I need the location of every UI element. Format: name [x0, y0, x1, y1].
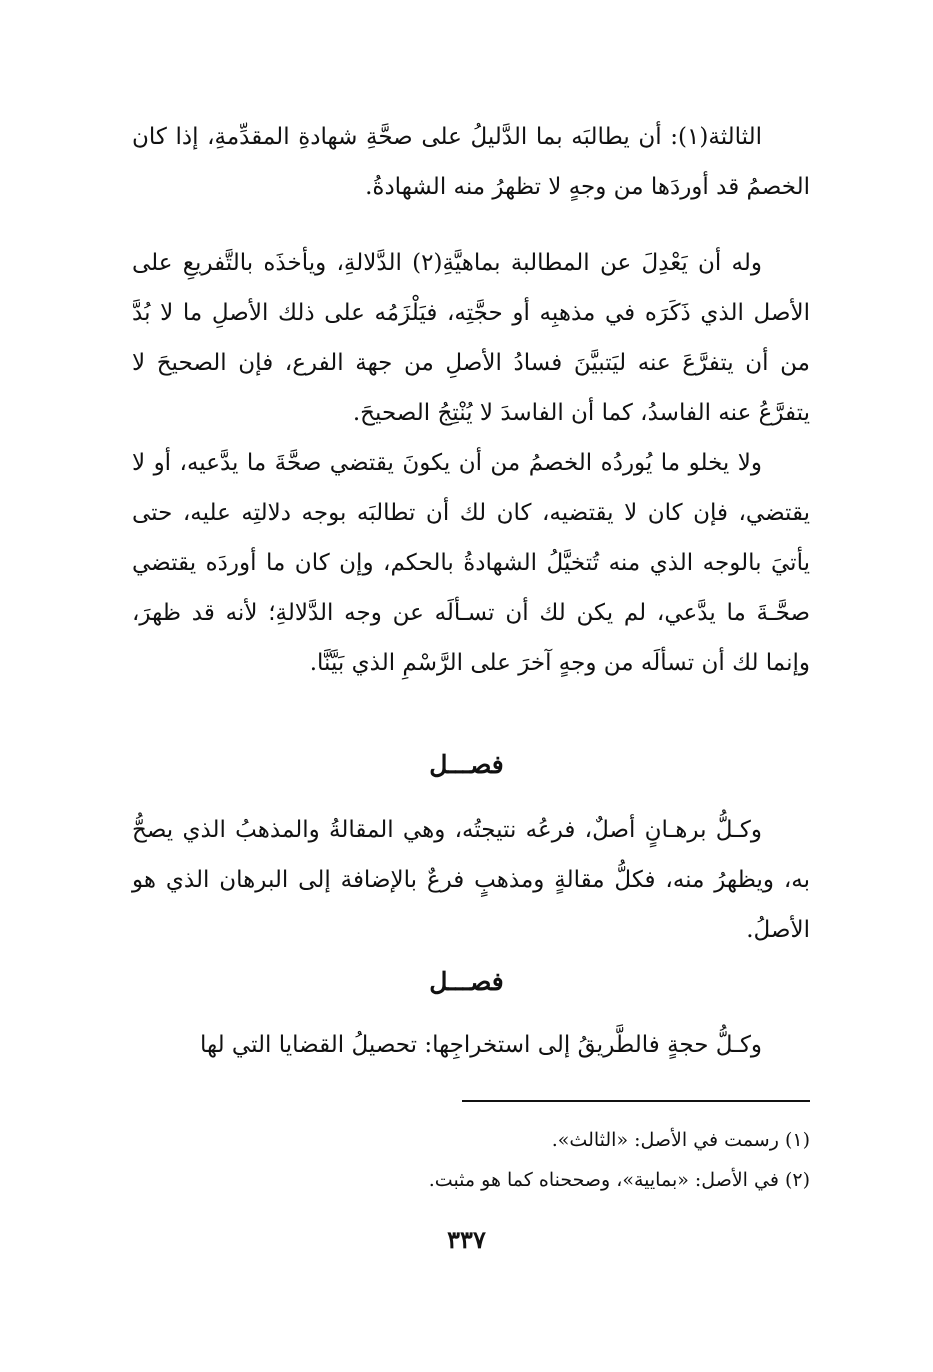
footnote-1: (١) رسمت في الأصل: «الثالث».	[551, 1129, 810, 1151]
page-number: ٣٣٧	[447, 1225, 486, 1254]
section-heading-fasl-2: فصـــل	[429, 967, 504, 996]
footnotes	[132, 1120, 810, 1200]
paragraph-text: وكـلُّ حجةٍ فالطَّريقُ إلى استخراجِها: تحصيلُ القضايا التي لها	[200, 1032, 762, 1058]
paragraph-text: الثالثة(١): أن يطالبَه بما الدَّليلُ على صحَّةِ شهادةِ المقدِّمةِ، إذا كان الخصمُ قد أوردَها من وجهٍ لا تظهرُ منه الشهادةُ.	[132, 124, 810, 200]
paragraph-third-point	[132, 112, 810, 212]
paragraph-text: وكـلُّ برهـانٍ أصلٌ، فرعُه نتيجتُه، وهي المقالةُ والمذهبُ الذي يصحُّ به، ويظهرُ منه، فكلُّ مقالةٍ ومذهبٍ فرعٌ بالإضافة إلى البرهان الذي هو الأصلُ.	[132, 817, 810, 943]
paragraph-evidence-demand	[132, 438, 810, 688]
paragraph-text: وله أن يَعْدِلَ عن المطالبة بماهيَّةِ(٢) الدَّلالةِ، ويأخذَه بالتَّفريعِ على الأصل الذي ذَكَرَه في مذهبِه أو حجَّتِه، فيَلْزَمُه على ذلك الأصلِ ما لا بُدَّ من أن يتفرَّعَ عنه ليَتبيَّنَ فسادُ الأصلِ من جهة الفرع، فإن الصحيحَ لا يتفرَّعُ عنه الفاسدُ، كما أن الفاسدَ لا يُنْتِجُ الصحيحَ.	[132, 250, 810, 426]
footnote-2: (٢) في الأصل: «بمايية»، وصححناه كما هو مثبت.	[428, 1169, 810, 1191]
paragraph-proof-origin	[132, 805, 810, 955]
section-heading-fasl-1: فصـــل	[429, 750, 504, 779]
paragraph-argument-extraction	[132, 1020, 810, 1070]
paragraph-branching-argument	[132, 238, 810, 438]
footnote-divider	[462, 1100, 810, 1102]
paragraph-text: ولا يخلو ما يُوردُه الخصمُ من أن يكونَ يقتضي صحَّةَ ما يدَّعيه، أو لا يقتضي، فإن كان لا يقتضيه، كان لك أن تطالبَه بوجه دلالتِه عليه، حتى يأتيَ بالوجه الذي منه تُتخيَّلُ الشهادةُ بالحكم، وإن كان ما أوردَه يقتضي صحَّـةَ ما يدَّعي، لم يكن لك أن تسـألَه عن وجه الدَّلالةِ؛ لأنه قد ظهرَ، وإنما لك أن تسألَه من وجهٍ آخرَ على الرَّسْمِ الذي بَيَّنَّا.	[132, 450, 810, 676]
